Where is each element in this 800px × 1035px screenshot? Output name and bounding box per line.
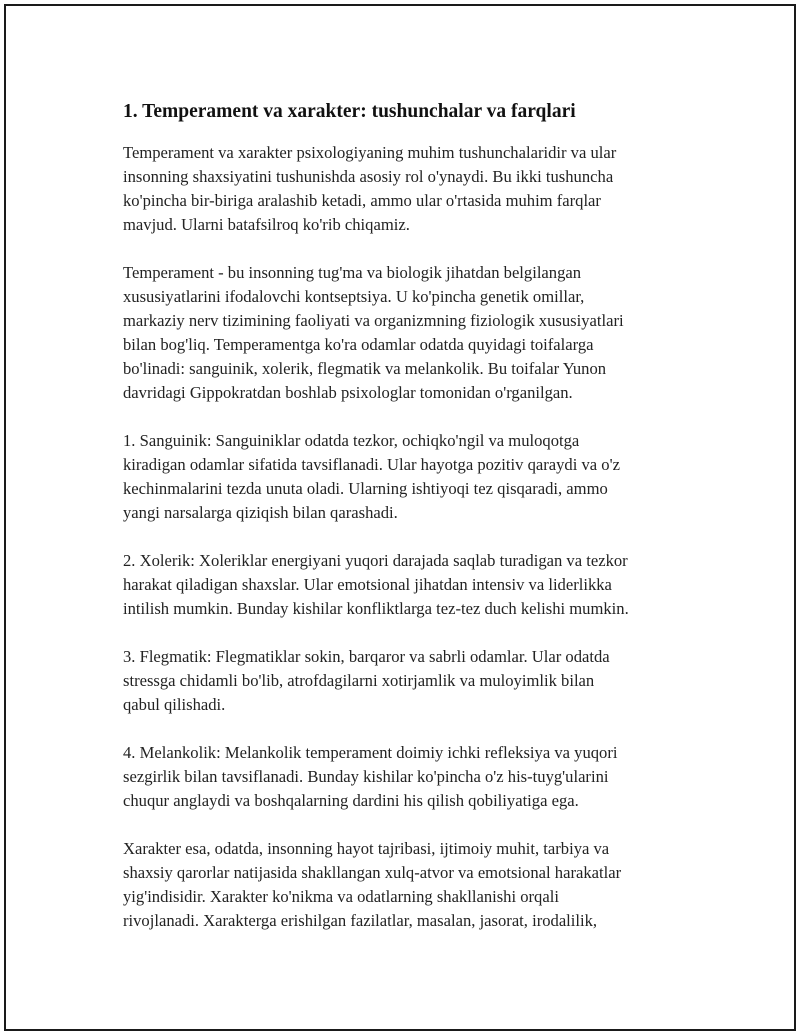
- text-line: Xarakter esa, odatda, insonning hayot tajribasi, ijtimoiy muhit, tarbiya va: [123, 839, 610, 858]
- section-heading: 1. Temperament va xarakter: tushunchalar va farqlari: [123, 101, 576, 122]
- paragraph-flegmatik: [123, 645, 703, 717]
- text-line: kiradigan odamlar sifatida tavsiflanadi. Ular hayotga pozitiv qaraydi va o'z: [123, 455, 620, 474]
- text-line: intilish mumkin. Bunday kishilar konfliktlarga tez-tez duch kelishi mumkin.: [123, 599, 629, 618]
- text-line: bo'linadi: sanguinik, xolerik, flegmatik va melankolik. Bu toifalar Yunon: [123, 359, 607, 378]
- text-line: 3. Flegmatik: Flegmatiklar sokin, barqaror va sabrli odamlar. Ular odatda: [123, 647, 610, 666]
- text-line: 2. Xolerik: Xoleriklar energiyani yuqori darajada saqlab turadigan va tezkor: [123, 551, 628, 570]
- text-line: 1. Sanguinik: Sanguiniklar odatda tezkor, ochiqko'ngil va muloqotga: [123, 431, 580, 450]
- paragraph-intro: [123, 141, 703, 237]
- paragraph-melankolik: [123, 741, 703, 813]
- paragraph-xarakter: [123, 837, 703, 933]
- paragraph-xolerik: [123, 549, 703, 621]
- text-line: rivojlanadi. Xarakterga erishilgan fazilatlar, masalan, jasorat, irodalilik,: [123, 911, 598, 930]
- page-frame: [4, 4, 796, 1031]
- text-line: insonning shaxsiyatini tushunishda asosiy rol o'ynaydi. Bu ikki tushuncha: [123, 167, 614, 186]
- text-line: bilan bog'liq. Temperamentga ko'ra odamlar odatda quyidagi toifalarga: [123, 335, 594, 354]
- text-line: xususiyatlarini ifodalovchi kontseptsiya. U ko'pincha genetik omillar,: [123, 287, 585, 306]
- text-line: Temperament - bu insonning tug'ma va biologik jihatdan belgilangan: [123, 263, 582, 282]
- text-line: ko'pincha bir-biriga aralashib ketadi, ammo ular o'rtasida muhim farqlar: [123, 191, 601, 210]
- text-line: yig'indisidir. Xarakter ko'nikma va odatlarning shakllanishi orqali: [123, 887, 559, 906]
- document-body: [123, 98, 703, 957]
- text-line: harakat qiladigan shaxslar. Ular emotsional jihatdan intensiv va liderlikka: [123, 575, 612, 594]
- text-line: chuqur anglaydi va boshqalarning dardini his qilish qobiliyatiga ega.: [123, 791, 579, 810]
- text-line: 4. Melankolik: Melankolik temperament doimiy ichki refleksiya va yuqori: [123, 743, 618, 762]
- text-line: stressga chidamli bo'lib, atrofdagilarni xotirjamlik va muloyimlik bilan: [123, 671, 595, 690]
- text-line: markaziy nerv tizimining faoliyati va organizmning fiziologik xususiyatlari: [123, 311, 624, 330]
- text-line: kechinmalarini tezda unuta oladi. Ularning ishtiyoqi tez qisqaradi, ammo: [123, 479, 608, 498]
- text-line: mavjud. Ularni batafsilroq ko'rib chiqamiz.: [123, 215, 410, 234]
- paragraph-sanguinik: [123, 429, 703, 525]
- text-line: shaxsiy qarorlar natijasida shakllangan xulq-atvor va emotsional harakatlar: [123, 863, 622, 882]
- text-line: Temperament va xarakter psixologiyaning muhim tushunchalaridir va ular: [123, 143, 617, 162]
- text-line: davridagi Gippokratdan boshlab psixologlar tomonidan o'rganilgan.: [123, 383, 573, 402]
- text-line: yangi narsalarga qiziqish bilan qarashadi.: [123, 503, 398, 522]
- text-line: sezgirlik bilan tavsiflanadi. Bunday kishilar ko'pincha o'z his-tuyg'ularini: [123, 767, 609, 786]
- paragraph-temperament: [123, 261, 703, 405]
- text-line: qabul qilishadi.: [123, 695, 226, 714]
